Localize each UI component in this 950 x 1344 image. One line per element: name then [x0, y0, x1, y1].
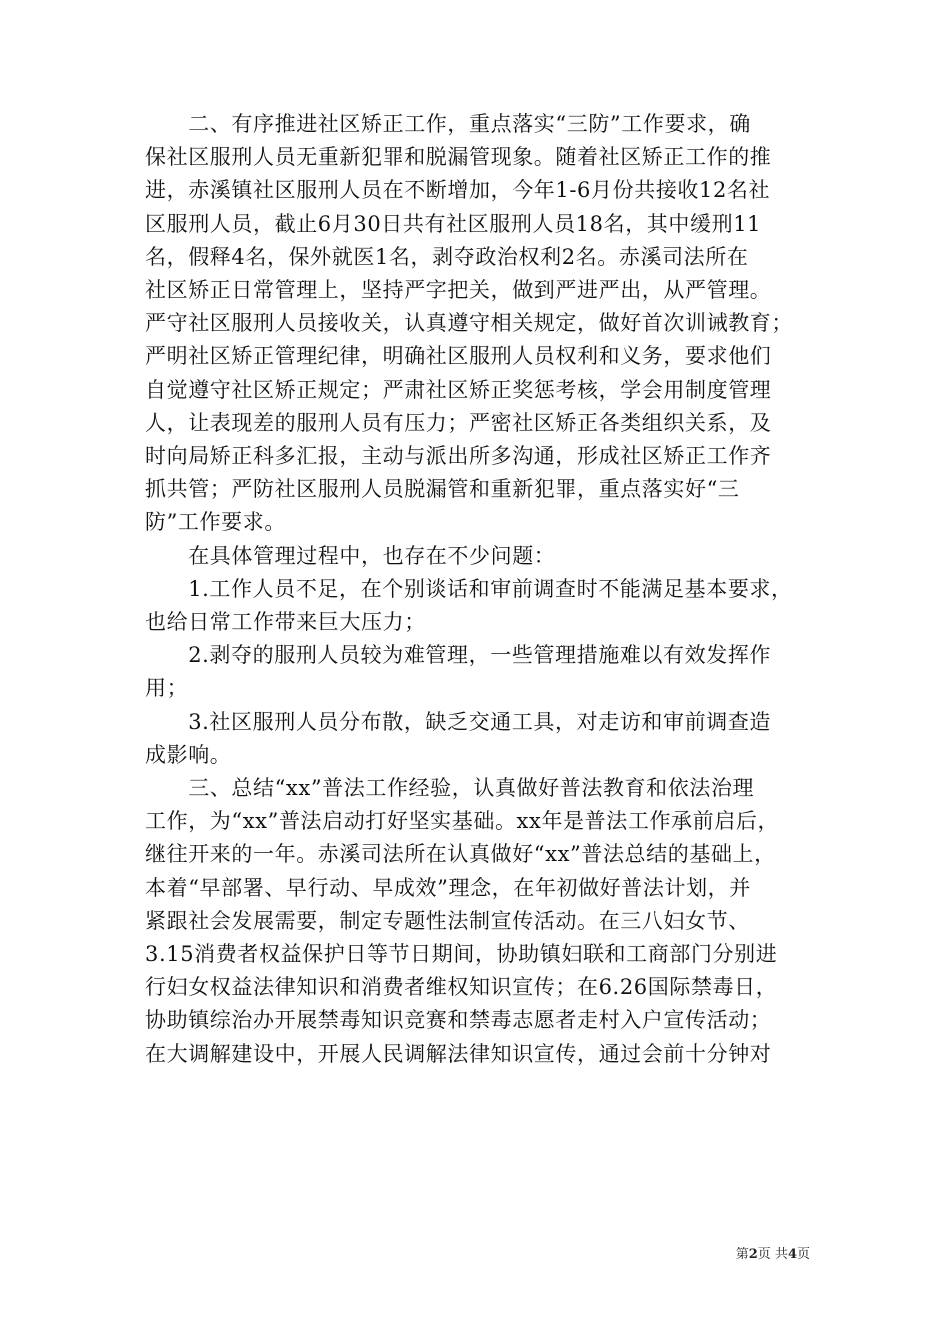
text-line: 也给日常工作带来巨大压力； — [145, 610, 426, 635]
text-line: 1.工作人员不足，在个别谈话和审前调查时不能满足基本要求， — [145, 576, 793, 601]
text-line: 紧跟社会发展需要，制定专题性法制宣传活动。在三八妇女节、 — [145, 908, 750, 933]
text-line: 工作，为“xx”普法启动打好坚实基础。xx年是普法工作承前启后， — [145, 809, 780, 834]
page-number — [700, 1246, 810, 1264]
text-line: 协助镇综治办开展禁毒知识竞赛和禁毒志愿者走村入户宣传活动； — [145, 1008, 772, 1033]
text-line: 人，让表现差的服刑人员有压力；严密社区矫正各类组织关系，及 — [145, 410, 772, 435]
paragraph-problems-intro — [145, 540, 810, 573]
text-line: 成影响。 — [145, 742, 232, 767]
text-line: 保社区服刑人员无重新犯罪和脱漏管现象。随着社区矫正工作的推 — [145, 145, 772, 170]
document-body — [145, 108, 810, 1071]
text-line: 自觉遵守社区矫正规定；严肃社区矫正奖惩考核，学会用制度管理 — [145, 377, 772, 402]
text-line: 防”工作要求。 — [145, 510, 286, 535]
page-number-middle: 页 共 — [757, 1247, 788, 1262]
text-line: 严明社区矫正管理纪律，明确社区服刑人员权利和义务，要求他们 — [145, 344, 772, 369]
text-line: 时向局矫正科多汇报，主动与派出所多沟通，形成社区矫正工作齐 — [145, 444, 772, 469]
text-line: 在大调解建设中，开展人民调解法律知识宣传，通过会前十分钟对 — [145, 1041, 772, 1066]
text-line: 名，假释4名，保外就医1名，剥夺政治权利2名。赤溪司法所在 — [145, 244, 749, 269]
text-line: 2.剥夺的服刑人员较为难管理，一些管理措施难以有效发挥作 — [145, 643, 772, 668]
text-line: 3.社区服刑人员分布散，缺乏交通工具，对走访和审前调查造 — [145, 709, 772, 734]
paragraph-problem-1 — [145, 573, 810, 639]
current-page-number: 2 — [748, 1247, 758, 1262]
text-line: 本着“早部署、早行动、早成效”理念，在年初做好普法计划，并 — [145, 875, 751, 900]
text-line: 在具体管理过程中，也存在不少问题： — [145, 543, 556, 568]
text-line: 3.15消费者权益保护日等节日期间，协助镇妇联和工商部门分别进 — [145, 942, 778, 967]
text-line: 进，赤溪镇社区服刑人员在不断增加，今年1-6月份共接收12名社 — [145, 178, 771, 203]
text-line: 二、有序推进社区矫正工作，重点落实“三防”工作要求，确 — [145, 112, 751, 136]
text-line: 社区矫正日常管理上，坚持严字把关，做到严进严出，从严管理。 — [145, 278, 772, 303]
text-line: 区服刑人员，截止6月30日共有社区服刑人员18名，其中缓刑11 — [145, 211, 762, 236]
paragraph-legal-education — [145, 772, 810, 1071]
text-line: 用； — [145, 676, 189, 701]
total-page-number: 4 — [787, 1247, 797, 1262]
paragraph-problem-3 — [145, 706, 810, 772]
page-number-prefix: 第 — [735, 1247, 749, 1262]
text-line: 三、总结“xx”普法工作经验，认真做好普法教育和依法治理 — [145, 776, 755, 801]
text-line: 行妇女权益法律知识和消费者维权知识宣传；在6.26国际禁毒日， — [145, 975, 778, 1000]
page-number-suffix: 页 — [796, 1247, 810, 1262]
text-line: 继往开来的一年。赤溪司法所在认真做好“xx”普法总结的基础上， — [145, 842, 776, 867]
text-line: 严守社区服刑人员接收关，认真遵守相关规定，做好首次训诫教育； — [145, 311, 793, 336]
text-line: 抓共管；严防社区服刑人员脱漏管和重新犯罪，重点落实好“三 — [145, 477, 740, 502]
paragraph-community-correction — [145, 108, 810, 540]
paragraph-problem-2 — [145, 639, 810, 705]
